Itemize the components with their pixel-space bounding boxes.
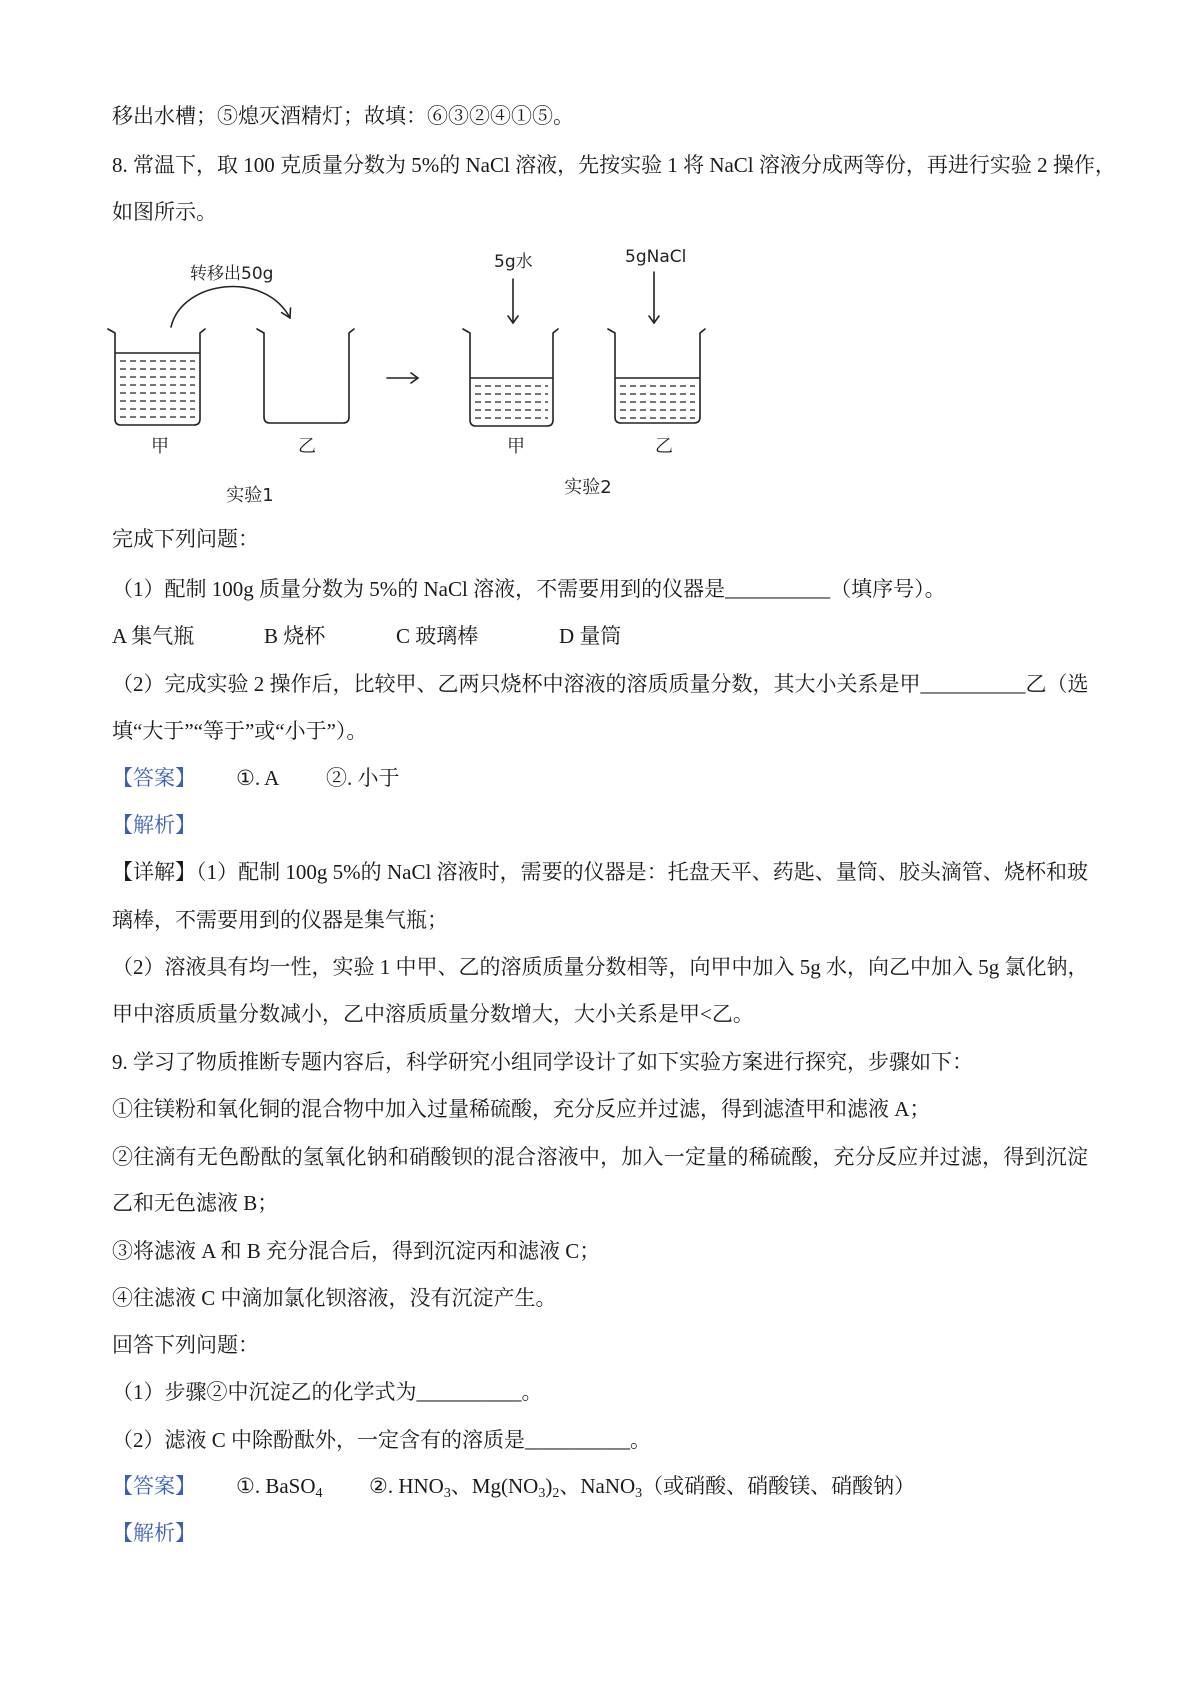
q8-sub-question-2-line-1: （2）完成实验 2 操作后，比较甲、乙两只烧杯中溶液的溶质质量分数，其大小关系是甲__________乙（选: [112, 672, 1089, 696]
q8-answer-1: ①. A: [236, 766, 280, 790]
label-yi-exp1: 乙: [298, 436, 316, 457]
q9-answer-2: [369, 1471, 915, 1501]
q8-options: [112, 621, 1088, 651]
previous-answer-line: 移出水槽；⑤熄灭酒精灯；故填：⑥③②④①⑤。: [112, 104, 574, 128]
q9-stem: 9. 学习了物质推断专题内容后，科学研究小组同学设计了如下实验方案进行探究，步骤如下：: [112, 1050, 973, 1074]
q9-answer-1: [236, 1471, 323, 1501]
q9-sub-question-1: （1）步骤②中沉淀乙的化学式为__________。: [112, 1380, 543, 1404]
label-jia-exp2: 甲: [507, 436, 525, 457]
beaker-yi-exp2: [608, 329, 705, 423]
q9-analysis-label: 【解析】: [112, 1521, 196, 1545]
liquid-beaker-yi-exp2: [616, 378, 699, 418]
q9-answer-line: [112, 1471, 1088, 1501]
q9-step-2-line-1: ②往滴有无色酚酞的氢氧化钠和硝酸钡的混合溶液中，加入一定量的稀硫酸，充分反应并过滤，得到沉淀: [112, 1145, 1088, 1169]
q8-prompt: 完成下列问题：: [112, 527, 259, 551]
answer-label: 【答案】: [112, 766, 196, 790]
option-d: D 量筒: [559, 624, 622, 648]
q8-detail-line-1: 【详解】（1）配制 100g 5%的 NaCl 溶液时，需要的仪器是：托盘天平、药匙、量筒、胶头滴管、烧杯和玻: [112, 860, 1088, 884]
q8-answer-2: ②. 小于: [326, 766, 400, 790]
transfer-label: 转移出50g: [190, 264, 274, 284]
subscript: 2: [552, 1486, 560, 1501]
q8-sub-question-2-line-2: 填“大于”“等于”或“小于”）。: [112, 719, 368, 743]
q8-analysis-label: 【解析】: [112, 813, 196, 837]
answer-text: ): [545, 1474, 553, 1498]
caption-experiment-2: 实验2: [564, 477, 612, 498]
option-b: B 烧杯: [264, 624, 326, 648]
q9-step-2-line-2: 乙和无色滤液 B；: [112, 1191, 279, 1215]
q8-detail-line-4: 甲中溶质质量分数减小，乙中溶质质量分数增大，大小关系是甲<乙。: [112, 1002, 754, 1026]
q8-stem-line-2: 如图所示。: [112, 200, 217, 224]
q8-answer-line: [112, 763, 1088, 793]
answer-text: 、Mg(NO: [450, 1474, 539, 1498]
answer-text: ①. BaSO: [236, 1474, 316, 1498]
q8-detail-line-2: 璃棒，不需要用到的仪器是集气瓶；: [112, 908, 448, 932]
answer-label: 【答案】: [112, 1474, 196, 1498]
transfer-arrow: [171, 287, 290, 327]
option-a: A 集气瓶: [112, 624, 195, 648]
q9-step-1: ①往镁粉和氧化铜的混合物中加入过量稀硫酸，充分反应并过滤，得到滤渣甲和滤液 A；: [112, 1097, 931, 1121]
caption-experiment-1: 实验1: [226, 485, 274, 506]
q8-detail-line-3: （2）溶液具有均一性，实验 1 中甲、乙的溶质质量分数相等，向甲中加入 5g 水，向乙中加入 5g 氯化钠，: [112, 955, 1089, 979]
liquid-beaker-jia-exp1: [116, 353, 199, 417]
q9-step-4: ④往滤液 C 中滴加氯化钡溶液，没有沉淀产生。: [112, 1286, 557, 1310]
subscript: 3: [538, 1486, 546, 1501]
answer-text: （或硝酸、硝酸镁、硝酸钠）: [642, 1474, 916, 1498]
answer-text: 、NaNO: [559, 1474, 636, 1498]
q8-stem-line-1: 8. 常温下，取 100 克质量分数为 5%的 NaCl 溶液，先按实验 1 将 NaCl 溶液分成两等份，再进行实验 2 操作，: [112, 153, 1116, 177]
subscript: 3: [443, 1486, 451, 1501]
q8-sub-question-1: （1）配制 100g 质量分数为 5%的 NaCl 溶液，不需要用到的仪器是__________（填序号）。: [112, 577, 946, 601]
add-water-label: 5g水: [494, 252, 533, 272]
subscript: 4: [315, 1486, 323, 1501]
subscript: 3: [635, 1486, 643, 1501]
q9-sub-question-2: （2）滤液 C 中除酚酞外，一定含有的溶质是__________。: [112, 1428, 652, 1452]
add-nacl-label: 5gNaCl: [625, 247, 687, 267]
answer-text: ②. HNO: [369, 1474, 444, 1498]
option-c: C 玻璃棒: [396, 624, 479, 648]
liquid-beaker-jia-exp2: [471, 378, 552, 418]
beaker-yi-exp1: [257, 329, 354, 423]
label-jia-exp1: 甲: [151, 436, 169, 457]
q9-prompt: 回答下列问题：: [112, 1333, 259, 1357]
experiment-figure: [100, 240, 720, 520]
q9-step-3: ③将滤液 A 和 B 充分混合后，得到沉淀丙和滤液 C；: [112, 1239, 601, 1263]
label-yi-exp2: 乙: [655, 436, 673, 457]
